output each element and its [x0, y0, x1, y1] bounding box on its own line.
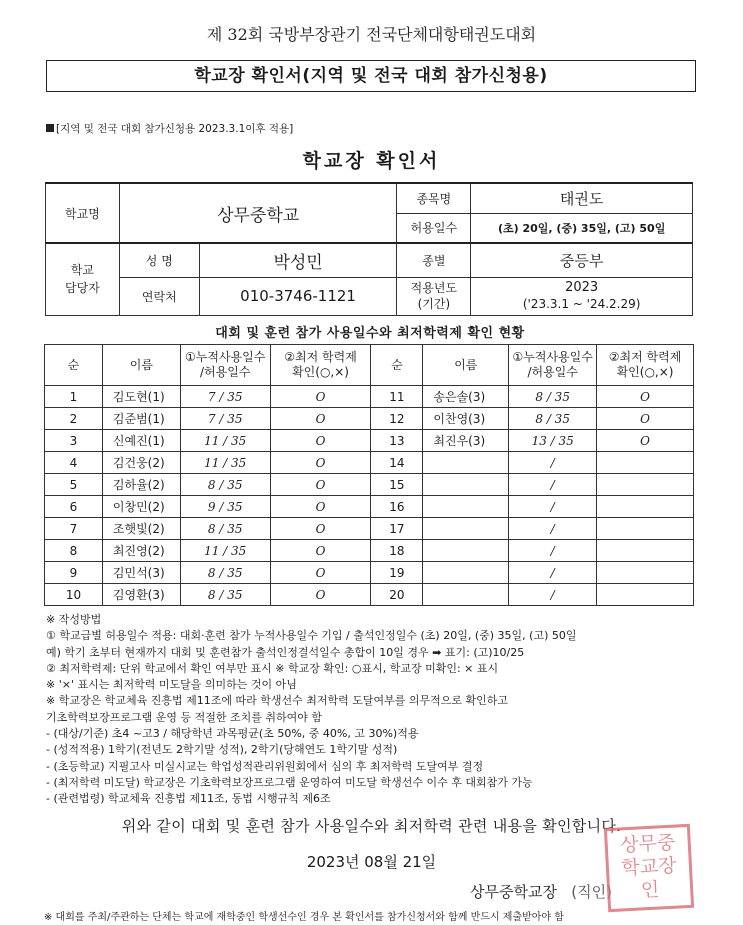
manager-name: 박성민 — [199, 243, 397, 277]
used-days: 11 / 35 — [180, 540, 270, 562]
student-name: 김영환(3) — [102, 584, 180, 606]
used-days: 8 / 35 — [509, 408, 597, 430]
used-days: 7 / 35 — [180, 408, 270, 430]
academic-check: O — [597, 386, 694, 408]
school-label: 학교명 — [46, 183, 120, 243]
row-num: 18 — [371, 540, 423, 562]
row-num: 10 — [45, 584, 103, 606]
table-row — [45, 496, 694, 518]
sport-value: 태권도 — [471, 183, 693, 213]
academic-check: O — [270, 540, 371, 562]
used-days: / — [509, 474, 597, 496]
academic-check: O — [270, 584, 371, 606]
academic-check: O — [270, 474, 371, 496]
row-num: 5 — [45, 474, 103, 496]
school-name: 상무중학교 — [119, 183, 397, 243]
academic-check — [597, 518, 694, 540]
used-days: 8 / 35 — [180, 584, 270, 606]
student-name — [423, 452, 509, 474]
student-list-table — [44, 344, 694, 606]
used-days: / — [509, 540, 597, 562]
row-num: 4 — [45, 452, 103, 474]
table-row — [45, 430, 694, 452]
col-academic: ②최저 학력제 확인(○,×) — [597, 345, 694, 386]
used-days: 8 / 35 — [180, 562, 270, 584]
student-name — [423, 540, 509, 562]
allowed-days: (초) 20일, (중) 35일, (고) 50일 — [471, 213, 693, 243]
used-days: / — [509, 584, 597, 606]
row-num: 16 — [371, 496, 423, 518]
row-num: 13 — [371, 430, 423, 452]
row-num: 14 — [371, 452, 423, 474]
student-name: 김민석(3) — [102, 562, 180, 584]
col-name: 이름 — [102, 345, 180, 386]
table-row — [45, 474, 694, 496]
student-name: 최진우(3) — [423, 430, 509, 452]
square-bullet-icon — [46, 124, 54, 132]
col-academic: ②최저 학력제 확인(○,×) — [270, 345, 371, 386]
signer-name: 상무중학교장 — [470, 883, 557, 901]
col-num: 순 — [371, 345, 423, 386]
instruction-line: 기초학력보장프로그램 운영 등 적절한 조치를 취하여야 함 — [46, 710, 323, 724]
used-days: 8 / 35 — [509, 386, 597, 408]
contact-value: 010-3746-1121 — [199, 277, 397, 315]
instruction-line: - (초등학교) 지필고사 미실시교는 학업성적관리위원회에서 심의 후 최저학력 도달여부 결정 — [46, 759, 484, 773]
status-section-title: 대회 및 훈련 참가 사용일수와 최저학력제 확인 현황 — [215, 326, 525, 341]
used-days: 8 / 35 — [180, 518, 270, 540]
academic-check: O — [270, 430, 371, 452]
row-num: 8 — [45, 540, 103, 562]
academic-check — [597, 496, 694, 518]
seal-suffix: (직인) — [571, 883, 612, 901]
used-days: / — [509, 518, 597, 540]
used-days: 9 / 35 — [180, 496, 270, 518]
issue-date: 2023년 08월 21일 — [306, 853, 437, 871]
row-num: 2 — [45, 408, 103, 430]
student-name: 김건웅(2) — [102, 452, 180, 474]
used-days: 11 / 35 — [180, 430, 270, 452]
row-num: 7 — [45, 518, 103, 540]
student-name — [423, 584, 509, 606]
year-label: 적용년도 (기간) — [397, 277, 471, 315]
school-info-table — [45, 182, 693, 316]
col-used: ①누적사용일수 /허용일수 — [509, 345, 597, 386]
academic-check: O — [597, 408, 694, 430]
student-name: 김준범(1) — [102, 408, 180, 430]
table-row — [45, 518, 694, 540]
academic-check: O — [270, 452, 371, 474]
student-name: 조햇빛(2) — [102, 518, 180, 540]
bottom-note: ※ 대회를 주최/주관하는 단체는 학교에 재학중인 학생선수인 경우 본 확인서를 참가신청서와 함께 반드시 제출받아야 함 — [44, 912, 564, 923]
student-name: 김하율(2) — [102, 474, 180, 496]
row-num: 11 — [371, 386, 423, 408]
sport-label: 종목명 — [397, 183, 471, 213]
academic-check — [597, 452, 694, 474]
student-name — [423, 518, 509, 540]
used-days: / — [509, 562, 597, 584]
student-name: 송은솔(3) — [423, 386, 509, 408]
student-name: 신예진(1) — [102, 430, 180, 452]
student-name — [423, 474, 509, 496]
academic-check: O — [270, 562, 371, 584]
table-row — [45, 386, 694, 408]
row-num: 17 — [371, 518, 423, 540]
certificate-title: 학교장 확인서 — [302, 150, 441, 172]
applicability-note-text: [지역 및 전국 대회 참가신청용 2023.3.1이후 적용] — [56, 123, 294, 135]
used-days: / — [509, 496, 597, 518]
student-name: 최진영(2) — [102, 540, 180, 562]
used-days: 13 / 35 — [509, 430, 597, 452]
row-num: 12 — [371, 408, 423, 430]
table-row — [45, 562, 694, 584]
instruction-line: - (성적적용) 1학기(전년도 2학기말 성적), 2학기(당해연도 1학기말 성적) — [46, 743, 398, 757]
instruction-line: ※ '×' 표시는 최저학력 미도달을 의미하는 것이 아님 — [46, 678, 297, 692]
academic-check: O — [597, 430, 694, 452]
class-value: 중등부 — [471, 243, 693, 277]
seal-text: 상무중학교장인 — [619, 831, 678, 902]
academic-check: O — [270, 386, 371, 408]
student-name: 이창민(2) — [102, 496, 180, 518]
student-name — [423, 562, 509, 584]
event-title: 제 32회 국방부장관기 전국단체대항태권도대회 — [206, 25, 537, 44]
col-num: 순 — [45, 345, 103, 386]
academic-check — [597, 474, 694, 496]
academic-check — [597, 562, 694, 584]
academic-check: O — [270, 408, 371, 430]
manager-label: 학교 담당자 — [46, 243, 120, 315]
col-used: ①누적사용일수 /허용일수 — [180, 345, 270, 386]
name-label: 성 명 — [119, 243, 199, 277]
row-num: 1 — [45, 386, 103, 408]
row-num: 19 — [371, 562, 423, 584]
used-days: / — [509, 452, 597, 474]
instruction-line: - (관련법령) 학교체육 진흥법 제11조, 동법 시행규칙 제6조 — [46, 792, 331, 806]
table-row — [45, 540, 694, 562]
document-title: 학교장 확인서(지역 및 전국 대회 참가신청용) — [46, 60, 696, 92]
row-num: 9 — [45, 562, 103, 584]
student-name: 김도현(1) — [102, 386, 180, 408]
academic-check: O — [270, 518, 371, 540]
table-row — [45, 408, 694, 430]
academic-check: O — [270, 496, 371, 518]
row-num: 20 — [371, 584, 423, 606]
signer — [470, 881, 612, 902]
col-name: 이름 — [423, 345, 509, 386]
student-name: 이찬영(3) — [423, 408, 509, 430]
instruction-line: 예) 학기 초부터 현재까지 대회 및 훈련참가 출석인정결석일수 총합이 10일 경우 ➡ 표기: (고)10/25 — [46, 645, 525, 659]
instruction-line: ② 최저학력제: 단위 학교에서 확인 여부만 표시 ※ 학교장 확인: ○표시, 학교장 미확인: × 표시 — [46, 661, 499, 675]
row-num: 15 — [371, 474, 423, 496]
instruction-line: ※ 학교장은 학교체육 진흥법 제11조에 따라 학생선수 최저학력 도달여부를 의무적으로 확인하고 — [46, 694, 508, 708]
instruction-line: - (대상/기준) 초4 ~고3 / 해당학년 과목평균(초 50%, 중 40%, 고 30%)적용 — [46, 727, 419, 741]
applicability-note — [46, 121, 293, 136]
days-label: 허용일수 — [397, 213, 471, 243]
instruction-line: ① 학교급별 허용일수 적용: 대회·훈련 참가 누적사용일수 기입 / 출석인정일수 (초) 20일, (중) 35일, (고) 50일 — [46, 629, 577, 643]
row-num: 3 — [45, 430, 103, 452]
confirmation-statement: 위와 같이 대회 및 훈련 참가 사용일수와 최저학력 관련 내용을 확인합니다. — [121, 817, 622, 835]
year-value: 2023 — [565, 280, 599, 295]
table-row — [45, 452, 694, 474]
official-seal — [604, 824, 694, 912]
used-days: 8 / 35 — [180, 474, 270, 496]
instructions — [46, 612, 706, 808]
table-row — [45, 584, 694, 606]
row-num: 6 — [45, 496, 103, 518]
instruction-line: - (최저학력 미도달) 학교장은 기초학력보장프로그램 운영하여 미도달 학생선수 이수 후 대회참가 가능 — [46, 775, 533, 789]
used-days: 7 / 35 — [180, 386, 270, 408]
academic-check — [597, 584, 694, 606]
academic-check — [597, 540, 694, 562]
student-name — [423, 496, 509, 518]
period-value: ('23.3.1 ~ '24.2.29) — [522, 297, 641, 311]
used-days: 11 / 35 — [180, 452, 270, 474]
year-cell — [471, 277, 693, 315]
contact-label: 연락처 — [119, 277, 199, 315]
class-label: 종별 — [397, 243, 471, 277]
instruction-line: ※ 작성방법 — [46, 613, 102, 626]
